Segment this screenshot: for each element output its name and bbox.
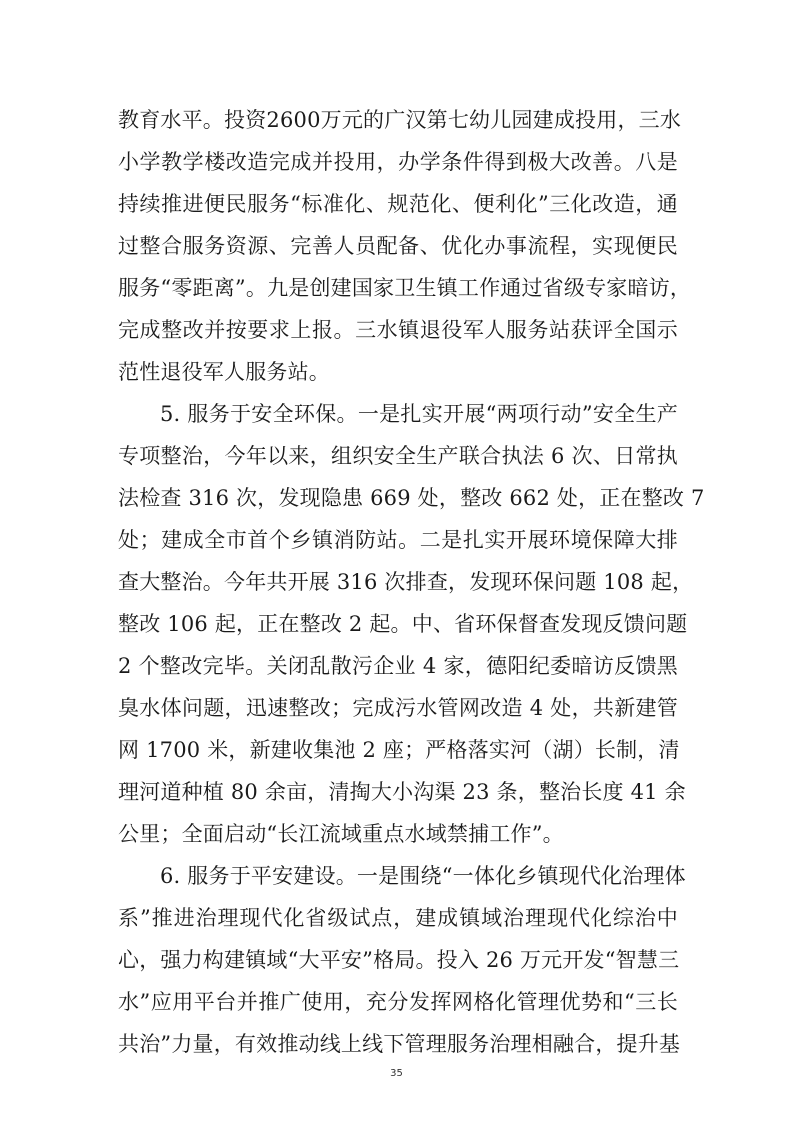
text-line: 公里；全面启动“长江流域重点水域禁捕工作”。: [118, 822, 564, 846]
text-line: 水”应用平台并推广使用，充分发挥网格化管理优势和“三长: [118, 990, 678, 1014]
text-line: 共治”力量，有效推动线上线下管理服务治理相融合，提升基: [118, 1032, 681, 1056]
section-heading-line: 6. 服务于平安建设。一是围绕“一体化乡镇现代化治理体: [160, 864, 686, 888]
text-line: 2 个整改完毕。关闭乱散污企业 4 家，德阳纪委暗访反馈黑: [118, 654, 678, 678]
text-line: 范性退役军人服务站。: [118, 360, 330, 384]
text-line: 法检查 316 次，发现隐患 669 处，整改 662 处，正在整改 7: [118, 486, 705, 510]
text-line: 臭水体问题，迅速整改；完成污水管网改造 4 处，共新建管: [118, 696, 678, 720]
text-line: 网 1700 米，新建收集池 2 座；严格落实河（湖）长制，清: [118, 738, 680, 762]
text-line: 服务“零距离”。九是创建国家卫生镇工作通过省级专家暗访，: [118, 276, 692, 300]
text-line: 教育水平。投资2600万元的广汉第七幼儿园建成投用，三水: [118, 108, 682, 132]
text-line: 心，强力构建镇域“大平安”格局。投入 26 万元开发“智慧三: [118, 948, 680, 972]
text-line: 小学教学楼改造完成并投用，办学条件得到极大改善。八是: [118, 150, 678, 174]
text-line: 专项整治，今年以来，组织安全生产联合执法 6 次、日常执: [118, 444, 678, 468]
text-line: 完成整改并按要求上报。三水镇退役军人服务站获评全国示: [118, 318, 678, 342]
text-line: 查大整治。今年共开展 316 次排查，发现环保问题 108 起，: [118, 570, 694, 594]
text-line: 处；建成全市首个乡镇消防站。二是扎实开展环境保障大排: [118, 528, 678, 552]
text-line: 整改 106 起，正在整改 2 起。中、省环保督查发现反馈问题: [118, 612, 688, 636]
text-line: 持续推进便民服务“标准化、规范化、便利化”三化改造，通: [118, 192, 678, 216]
text-line: 过整合服务资源、完善人员配备、优化办事流程，实现便民: [118, 234, 678, 258]
text-line: 系”推进治理现代化省级试点，建成镇域治理现代化综治中: [118, 906, 678, 930]
section-heading-line: 5. 服务于安全环保。一是扎实开展“两项行动”安全生产: [160, 402, 678, 426]
text-line: 理河道种植 80 余亩，清掏大小沟渠 23 条，整治长度 41 余: [118, 780, 686, 804]
page-number: 35: [390, 1068, 403, 1079]
